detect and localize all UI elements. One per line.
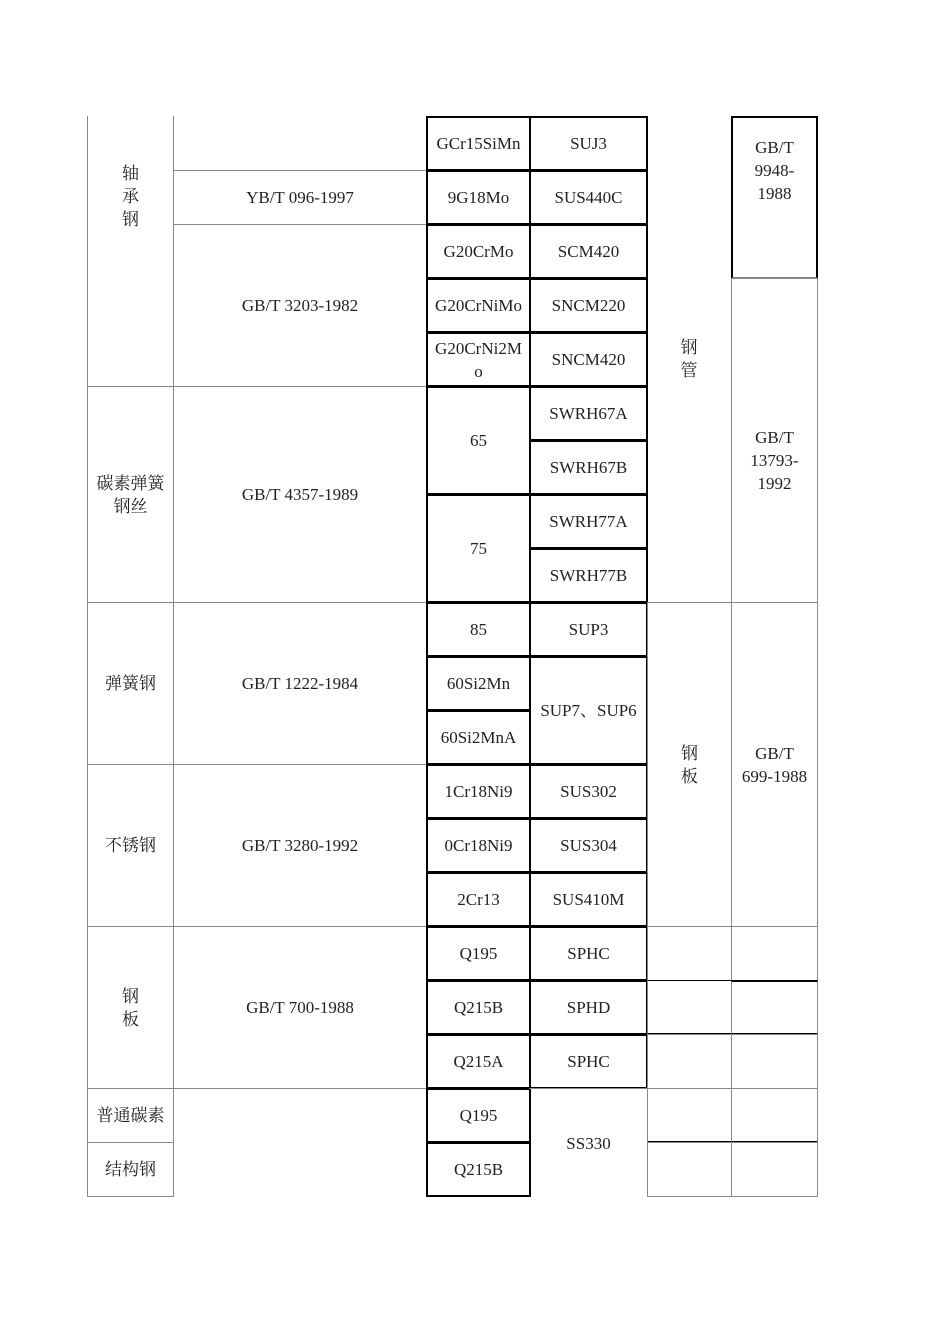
jis-grade-cell: SPHC xyxy=(529,1034,648,1089)
form-standard-empty xyxy=(731,1142,818,1197)
standard-empty-bottom xyxy=(173,1088,427,1197)
jis-grade-cell: SUS410M xyxy=(529,872,648,927)
cn-grade-cell: 60Si2MnA xyxy=(426,710,531,765)
cn-grade-cell: G20CrNiMo xyxy=(426,278,531,333)
category-carbon-spring-wire: 碳素弹簧 钢丝 xyxy=(87,386,174,603)
cn-grade-cell: 75 xyxy=(426,494,531,603)
category-plain-carbon-2: 结构钢 xyxy=(87,1142,174,1197)
standard-gb-t-3203: GB/T 3203-1982 xyxy=(173,224,427,387)
jis-grade-cell: SPHD xyxy=(529,980,648,1035)
product-form-pipe: 钢 管 xyxy=(647,116,732,603)
jis-grade-cell: SUP7、SUP6 xyxy=(529,656,648,765)
jis-grade-cell: SCM420 xyxy=(529,224,648,279)
standard-gb-t-3280: GB/T 3280-1992 xyxy=(173,764,427,927)
jis-grade-cell: SUJ3 xyxy=(529,116,648,171)
jis-grade-cell: SUP3 xyxy=(529,602,648,657)
product-form-plate: 钢 板 xyxy=(647,602,732,927)
jis-grade-cell: SUS302 xyxy=(529,764,648,819)
product-form-empty xyxy=(647,1088,732,1143)
cn-grade-cell: Q195 xyxy=(426,1088,531,1143)
cn-grade-cell: Q195 xyxy=(426,926,531,981)
jis-grade-cell: SWRH67B xyxy=(529,440,648,495)
category-plain-carbon-1: 普通碳素 xyxy=(87,1088,174,1143)
standard-gb-t-4357: GB/T 4357-1989 xyxy=(173,386,427,603)
cn-grade-cell: Q215B xyxy=(426,1142,531,1197)
jis-grade-cell: SPHC xyxy=(529,926,648,981)
form-standard-empty xyxy=(731,1034,818,1089)
jis-grade-cell: SUS304 xyxy=(529,818,648,873)
cn-grade-cell: G20CrNi2M o xyxy=(426,332,531,387)
cn-grade-cell: G20CrMo xyxy=(426,224,531,279)
jis-grade-cell: SUS440C xyxy=(529,170,648,225)
jis-grade-cell: SWRH77A xyxy=(529,494,648,549)
standard-gb-t-1222: GB/T 1222-1984 xyxy=(173,602,427,765)
category-steel-plate: 钢 板 xyxy=(87,926,174,1089)
cn-grade-cell: Q215A xyxy=(426,1034,531,1089)
form-standard-gb-t-9948: GB/T 9948- 1988 xyxy=(731,116,818,279)
cn-grade-cell: 0Cr18Ni9 xyxy=(426,818,531,873)
cn-grade-cell: Q215B xyxy=(426,980,531,1035)
product-form-empty xyxy=(647,1142,732,1197)
jis-grade-cell: SNCM220 xyxy=(529,278,648,333)
cn-grade-cell: 9G18Mo xyxy=(426,170,531,225)
form-standard-empty xyxy=(731,926,818,981)
form-standard-gb-t-699: GB/T 699-1988 xyxy=(731,602,818,927)
form-standard-empty xyxy=(731,1088,818,1143)
category-stainless-steel: 不锈钢 xyxy=(87,764,174,927)
product-form-empty xyxy=(647,980,732,1035)
standard-yb-t-096: YB/T 096-1997 xyxy=(173,170,427,225)
standard-gb-t-700: GB/T 700-1988 xyxy=(173,926,427,1089)
cn-grade-cell: 1Cr18Ni9 xyxy=(426,764,531,819)
jis-grade-cell: SS330 xyxy=(529,1088,648,1197)
form-standard-empty xyxy=(731,980,818,1035)
jis-grade-cell: SNCM420 xyxy=(529,332,648,387)
cn-grade-cell: 2Cr13 xyxy=(426,872,531,927)
jis-grade-cell: SWRH67A xyxy=(529,386,648,441)
cn-grade-cell: 60Si2Mn xyxy=(426,656,531,711)
cn-grade-cell: 85 xyxy=(426,602,531,657)
product-form-empty xyxy=(647,1034,732,1089)
jis-grade-cell: SWRH77B xyxy=(529,548,648,603)
cn-grade-cell: GCr15SiMn xyxy=(426,116,531,171)
category-bearing-steel: 轴 承 钢 xyxy=(87,116,174,387)
product-form-empty xyxy=(647,926,732,981)
form-standard-gb-t-13793: GB/T 13793- 1992 xyxy=(731,278,818,603)
category-spring-steel: 弹簧钢 xyxy=(87,602,174,765)
cn-grade-cell: 65 xyxy=(426,386,531,495)
standard-empty-top xyxy=(173,116,427,171)
